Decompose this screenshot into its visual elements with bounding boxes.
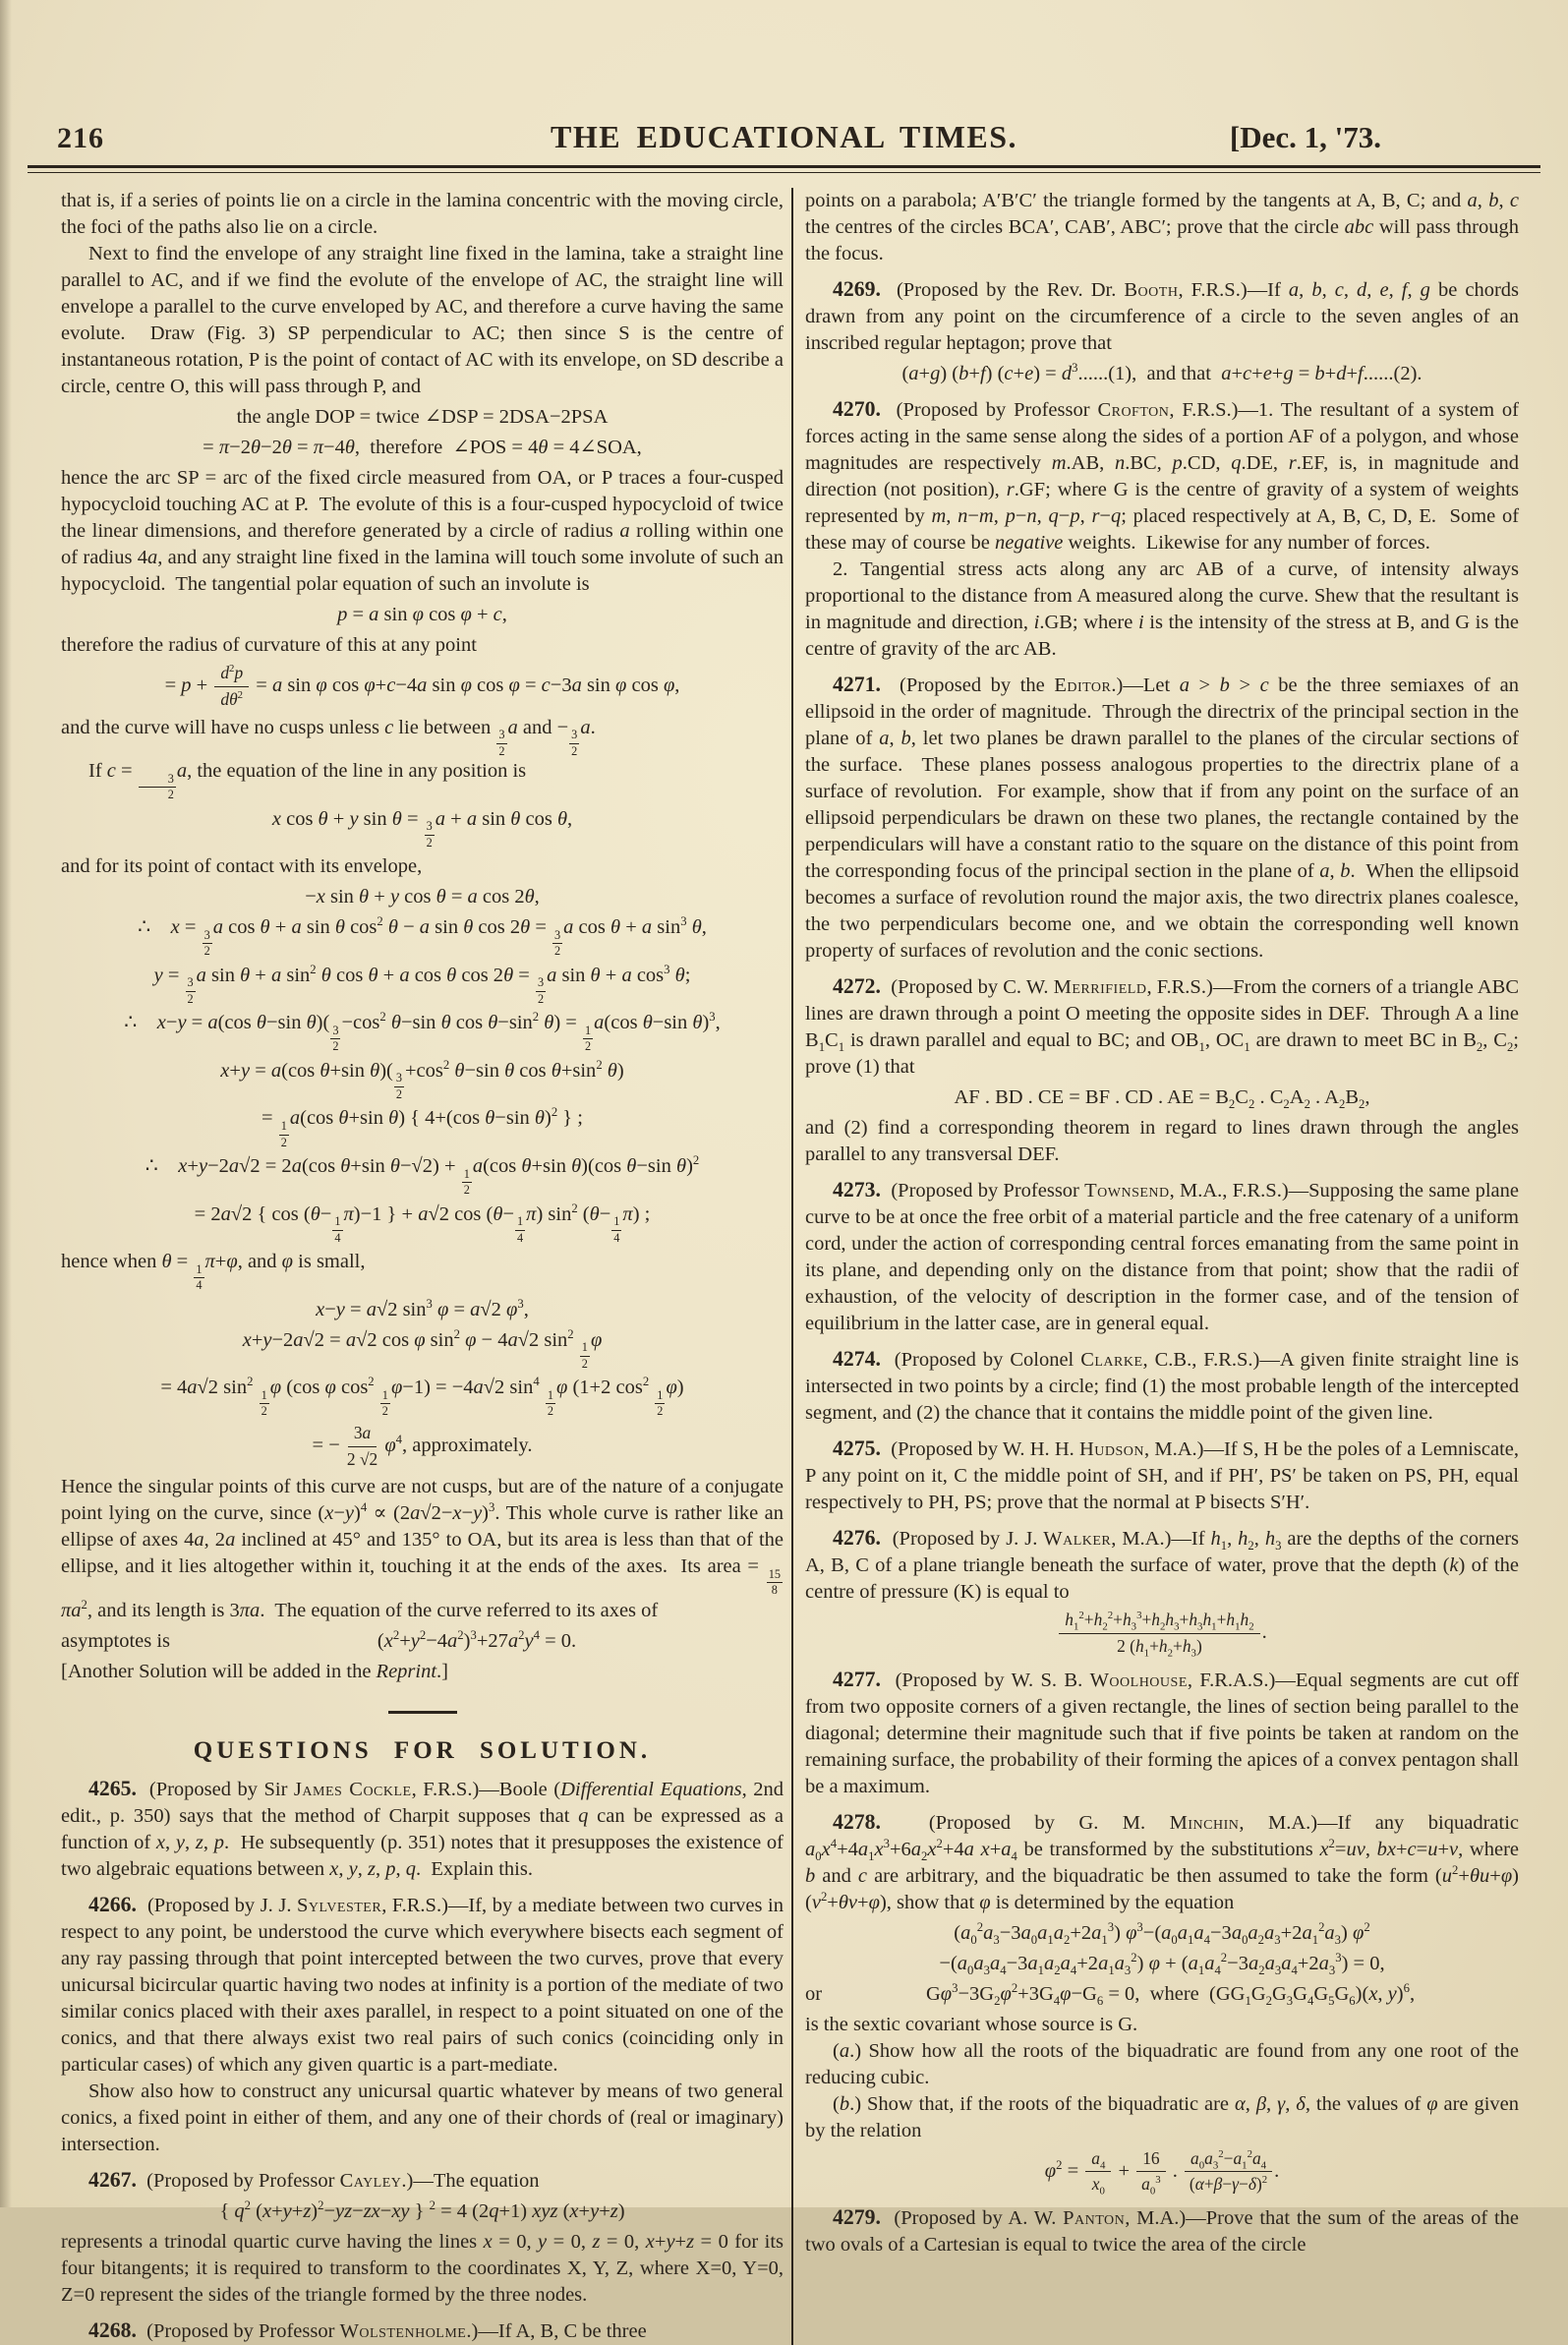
formula-small-phi-1: x−y = a√2 $\sin^3 \varphi = a√2$ $\varphi^3$, [316,1296,529,1320]
formula-x-value: ∴ x = $\frac{3}{2}$ a cos θ + a sin θ $\cos^2 \theta - a$ sin θ cos 2θ = $\frac{3}{2}$ a cos θ + a $\sin^3 \theta$, [138,914,707,959]
questions-for-solution-heading: QUESTIONS FOR SOLUTION. [193,1736,652,1764]
question-4267-continued: represents a trinodal quartic curve having the lines x = 0, y = 0, z = 0, x+y+z = 0 for its four bitangents; it is required to transform to the coordinates X, Y, Z, where X=0, Y=0, Z=0 represent the sides of the triangle formed by the three nodes. [61,2230,784,2306]
formula-x-plus-y: x+y = a(cos θ+sin θ)( $\frac{3}{2}$ $+\cos^2$ θ−sin θ $\cos \theta+\sin^2$ θ) [220,1058,624,1101]
formula-4276: $\frac{h_1^2+h_2^2+h_3^3+h_2h_3+h_3h_1+h_1h_2}{2 (h_1+h_2+h_3)}$ . [805,1610,1519,1658]
header-rule [28,165,1540,173]
page-header [29,108,1539,155]
small-phi-paragraph: hence when θ = $\frac{1}{4}$ π+φ, and φ is small, [61,1251,366,1293]
contact-paragraph: and for its point of contact with its envelope, [61,855,423,878]
question-4266-continued: Show also how to construct any unicursal quartic whatever by means of two general conics, a fixed point in either of them, and any one of their chords of (real or imaginary) intersection. [61,2080,784,2155]
left-column [61,188,784,2345]
formula-4267: { $q^2$ $(x+y+z)^2-yz-zx-xy$ } $^2$ = 4 (2q+1) xyz (x+y+z) [219,2198,625,2222]
question-4269: 4269. (Proposed by the Rev. Dr. Booth, F.R.S.)—If a, b, c, d, e, f, g be chords drawn from any point on the circumference of a circle to the seven angles of an inscribed regular heptagon; prove that [805,277,1520,354]
solution-continuation-paragraph: that is, if a series of points lie on a circle in the lamina concentric with the moving circle, the foci of the paths also lie on a circle. [61,190,784,238]
formula-4278-line-1: $(a_0^2a_3-3a_0a_1a_2+2a_1^3)$ $\varphi^3-(a_0a_1a_4-3a_0a_2a_3+2a_1^2a_3)$ $\varphi^2$ [954,1919,1370,1947]
question-4270-part-2: 2. Tangential stress acts along any arc AB of a curve, of intensity always proportional to the distance from A measured along the curve. Shew that the resultant is in magnitude and direction, i.GB; where i is the intensity of the stress at B, and G is the centre of gravity of the arc AB. [805,558,1519,660]
formula-x-plus-y-2: = $\frac{1}{2}$ a(cos θ+sin θ) { 4+(cos θ−sin θ)$^2$ } ; [261,1105,583,1149]
formula-small-phi-2: x+y−2a√2 = a√2 cos φ $\sin^2 \varphi - 4a√2$ $\sin^2$ $\frac{1}{2}$ φ [242,1326,603,1371]
question-4268-continued: points on a parabola; A′B′C′ the triangle formed by the tangents at A, B, C; and a, b, c the centres of the circles BCA′, CAB′, ABC′; prove that the circle abc will pass through the focus. [805,190,1520,264]
question-4267: 4267. (Proposed by Professor Cayley.)—The equation [88,2167,540,2192]
hypocycloid-paragraph: hence the arc SP = arc of the fixed circle measured from OA, or P traces a four-cusped hypocycloid touching AC at P. The evolute of this is a four-cusped hypocycloid of twice the linear dimensions, and therefore generated by a circle of radius a rolling within one of radius 4a, and any straight line fixed in the lamina will touch some involute of such an hypocycloid. The tangential polar equation of such an involute is [61,467,784,595]
question-4265: 4265. (Proposed by Sir James Cockle, F.R.S.)—Boole (Differential Equations, 2nd edit., p. 350) says that the method of Charpit supposes that q can be expressed as a function of x, y, z, p. He subsequently (p. 351) notes that it presupposes the existence of two algebraic equations between x, y, z, p, q. Explain this. [61,1776,784,1880]
formula-small-phi-3: = 4a√2 $\sin^2$ $\frac{1}{2}$ φ (cos φ $\cos^2$ $\frac{1}{2}$ φ−1) = −4a√2 $\sin^4$ $\frac{1}{2}$ φ (1+2 $\cos^2$ $\frac{1}{2}$ φ) [160,1375,684,1419]
formula-contact: −x sin θ + y cos θ = a cos 2θ, [305,886,540,909]
formula-approximately: = − $\frac{3a}{2 √2}$ $\varphi^4$, approximately. [312,1422,533,1469]
question-4275: 4275. (Proposed by W. H. H. Hudson, M.A.)—If S, H be the poles of a Lemniscate, P any point on it, C the middle point of SH, and if PH′, PS′ be taken on PS, PH, equal respectively to PH, PS; prove that the normal at P bisects S′H′. [805,1436,1519,1513]
question-4278-part-a: (a.) Show how all the roots of the biquadratic are found from any one root of the reducing cubic. [805,2039,1519,2088]
question-4278: 4278. (Proposed by G. M. Minchin, M.A.)—If any biquadratic $a_0x^4+4a_1x^3+6a_2x^2+4a$ $x+a_4$ be transformed by the substitutions $x^2=uv$, bx+c=u+v, where b and c are arbitrary, and the biquadratic be then assumed to take the form $(u^2+\theta u+\varphi)(v^2+\theta v+\varphi)$, show that φ is determined by the equation [805,1809,1520,1913]
envelope-paragraph: Next to find the envelope of any straight line fixed in the lamina, take a straight line parallel to AC, and if we find the evolute of the envelope of AC, the straight line will envelope a parallel to the curve enveloped by AC, and therefore a curve having the same evolute. Draw (Fig. 3) SP perpendicular to AC; then since S is the centre of instantaneous rotation, P is the point of contact of AC with its envelope, on SD describe a circle, centre O, this will pass through P, and [61,243,784,397]
radius-curvature-paragraph: therefore the radius of curvature of this at any point [61,634,477,656]
formula-x-minus-y: ∴ x−y = a(cos θ−sin θ)( $\frac{3}{2}$ $-\cos^2$ θ−sin θ $\cos \theta-\sin^2$ θ) = $\frac{1}{2}$ a(cos θ−sin θ)$^3$, [124,1010,721,1054]
question-4272: 4272. (Proposed by C. W. Merrifield, F.R.S.)—From the corners of a triangle ABC lines are drawn through a point O meeting the opposite sides in DEF. Through A a line $B_1C_1$ is drawn parallel and equal to BC; and $OB_1$, $OC_1$ are drawn to meet BC in $B_2$, $C_2$; prove (1) that [805,974,1520,1078]
issue-date: [Dec. 1, '73. [1229,120,1381,154]
journal-title: THE EDUCATIONAL TIMES. [550,119,1018,154]
section-separator [388,1711,457,1714]
question-4276: 4276. (Proposed by J. J. Walker, M.A.)—If $h_1$, $h_2$, $h_3$ are the depths of the corners A, B, C of a plane triangle beneath the surface of water, prove that the depth (k) of the centre of pressure (K) is equal to [805,1526,1519,1603]
formula-angle-dop: the angle DOP = twice ∠DSP = 2DSA−2PSA [236,406,609,428]
formula-tangential-polar: p = a sin φ cos φ + c, [337,604,507,625]
page-number: 216 [57,122,104,154]
reprint-note: [Another Solution will be added in the Reprint.] [61,1660,448,1682]
formula-4278-line-2: $-(a_0a_3a_4-3a_1a_2a_4+2a_1a_3^2) \varphi + (a_1a_4^2-3a_2a_3a_4+2a_3^3) = 0$, [939,1950,1385,1977]
formula-4269: (a+g) (b+f) $(c+e) = d^3......(1)$, and that a+c+e+g = b+d+f......(2). [901,361,1423,384]
question-4274: 4274. (Proposed by Colonel Clarke, C.B., F.R.S.)—A given finite straight line is intersected in two points by a circle; find (1) the most probable length of the intercepted segment, and (2) the chance that it contains the middle point of the given line. [805,1347,1520,1424]
text-columns [0,188,1568,2345]
formula-line-position: x cos θ + y sin θ = $\frac{3}{2}$ a + a sin θ cos θ, [271,807,573,850]
line-equation-paragraph: If c = $\frac{3}{2}$ a, the equation of the line in any position is [88,760,527,802]
question-4278-sextic: is the sextic covariant whose source is G. [805,2013,1138,2035]
formula-4272: AF . BD . CE = BF . CD . AE = $B_2C_2$ . $C_2A_2$ . $A_2B_2$, [954,1086,1370,1112]
formula-4278-relation: $\varphi^2$ = $\frac{a_4}{x_0}$ + $\frac{16}{a_0^3}$ . $\frac{a_0a_3^2-a_1^2a_4}{(\alpha+\beta-\gamma-\delta)^2}$ . [1044,2147,1280,2198]
right-column [805,188,1519,2345]
singular-points-paragraph: Hence the singular points of this curve are not cusps, but are of the nature of a conjugate point lying on the curve, since $(x-y)^4 \propto (2a√2-x-y)^3$. This whole curve is rather like an ellipse of axes 4a, 2a inclined at 45° and 135° to OA, but its area is less than that of the ellipse, and it lies altogether within it, touching it at the ends of the axes. Its area = $\frac{15}{8}$ $\pi a^2$, and its length is 3πa. The equation of the curve referred to its axes of [61,1476,784,1621]
formula-asymptotes: asymptotes is $(x^2+y^2-4a^2)^3+27a^2y^4 = 0$. [61,1628,577,1652]
formula-4278-line-3: or $G\varphi^3-3G_2\varphi^2+3G_4\varphi-G_6 = 0$, where $(GG_1G_2G_3G_4G_5G_6)(x$, y)$^6$, [805,1980,1416,2008]
formula-y-value: y = $\frac{3}{2}$ a sin θ + a $\sin^2 \theta$ cos θ + a cos θ cos 2θ = $\frac{3}{2}$ a sin θ + a $\cos^3 \theta$; [153,962,691,1006]
question-4266: 4266. (Proposed by J. J. Sylvester, F.R.S.)—If, by a mediate between two curves in respect to any point, be understood the curve which everywhere bisects each segment of any ray passing through that point intercepted between the two curves, prove that every unicursal bicircular quartic having two nodes at infinity is a portion of the mediate of two similar conics placed with their axes parallel, in respect to a point situated on one of the conics, and that there always exist two real pairs of such conics (coinciding only in particular cases) of which any given quartic is a part-mediate. [61,1892,784,2076]
column-divider [791,188,793,2345]
formula-x-plus-y-sqrt-2: = 2a√2 { cos (θ− $\frac{1}{4}$ π)−1 } + a√2 cos (θ− $\frac{1}{4}$ π) $\sin^2 (\theta-$ $\frac{1}{4}$ π) ; [194,1201,651,1245]
formula-x-plus-y-sqrt: ∴ x+y−2a√2 = 2a(cos θ+sin θ−√2) + $\frac{1}{2}$ a(cos θ+sin θ)(cos θ−sin θ)$^2$ [145,1153,700,1198]
question-4278-part-b: (b.) Show that, if the roots of the biquadratic are α, β, γ, δ, the values of φ are given by the relation [805,2092,1520,2141]
question-4272-continued: and (2) find a corresponding theorem in regard to lines drawn through the angles parallel to any transversal DEF. [805,1117,1519,1165]
question-4270: 4270. (Proposed by Professor Crofton, F.R.S.)—1. The resultant of a system of forces acting in the same sense along the sides of a portion AF of a polygon, and whose magnitudes are respectively m.AB, n.BC, p.CD, q.DE, r.EF, is, in magnitude and direction (not position), r.GF; where G is the centre of gravity of a system of weights represented by m, n−m, p−n, q−p, r−q; placed respectively at A, B, C, D, E. Some of these may of course be negative weights. Likewise for any number of forces. [805,397,1520,554]
question-4279: 4279. (Proposed by A. W. Panton, M.A.)—Prove that the sum of the areas of the two ovals of a Cartesian is equal to twice the area of the circle [805,2205,1519,2257]
formula-radius-curvature: = p + $\frac{d^2p}{d\theta^2}$ = a sin φ cos φ+c−4a sin φ cos φ = c−3a sin φ cos φ, [164,663,680,709]
no-cusps-paragraph: and the curve will have no cusps unless c lie between $\frac{3}{2}$ a and − $\frac{3}{2}$ a. [61,716,596,758]
question-4273: 4273. (Proposed by Professor Townsend, M.A., F.R.S.)—Supposing the same plane curve to be at once the free orbit of a material particle and the free catenary of a uniform cord, under the action of corresponding central forces emanating from the same point in its plane, and depending only on the distance from that point; show that the radii of exhaustion, of the velocity of description in the former case, and of the tension of equilibrium in the latter case, are in general equal. [805,1178,1519,1334]
question-4277: 4277. (Proposed by W. S. B. Woolhouse, F.R.A.S.)—Equal segments are cut off from two opposite corners of a given rectangle, the lines of section being parallel to the diagonal; determine their magnitude such that if five points be taken at random on the remaining surface, the probability of their forming the apices of a convex pentagon shall be a maximum. [805,1667,1519,1797]
question-4268: 4268. (Proposed by Professor Wolstenholme.)—If A, B, C be three [88,2317,647,2342]
question-4271: 4271. (Proposed by the Editor.)—Let a > b > c be the three semiaxes of an ellipsoid in the order of magnitude. Through the directrix of the principal section in the plane of a, b, let two planes be drawn parallel to the planes of the circular sections of the surface. These planes possess analogous properties to the directrix plane of a surface of revolution. For example, show that if from any point on the surface of an ellipsoid perpendiculars be drawn on these two planes, the rectangle contained by the perpendiculars will have a constant ratio to the square on the distance of this point from the corresponding focus of the principal section in the plane of a, b. When the ellipsoid becomes a surface of revolution round the major axis, the two directrix planes coalesce, the two perpendiculars become one, and we obtain the corresponding well known property of surfaces of revolution and the conic sections. [805,673,1520,962]
formula-angle-pos: = π−2θ−2θ = π−4θ, therefore ∠POS = 4θ = 4∠SOA, [203,437,642,458]
